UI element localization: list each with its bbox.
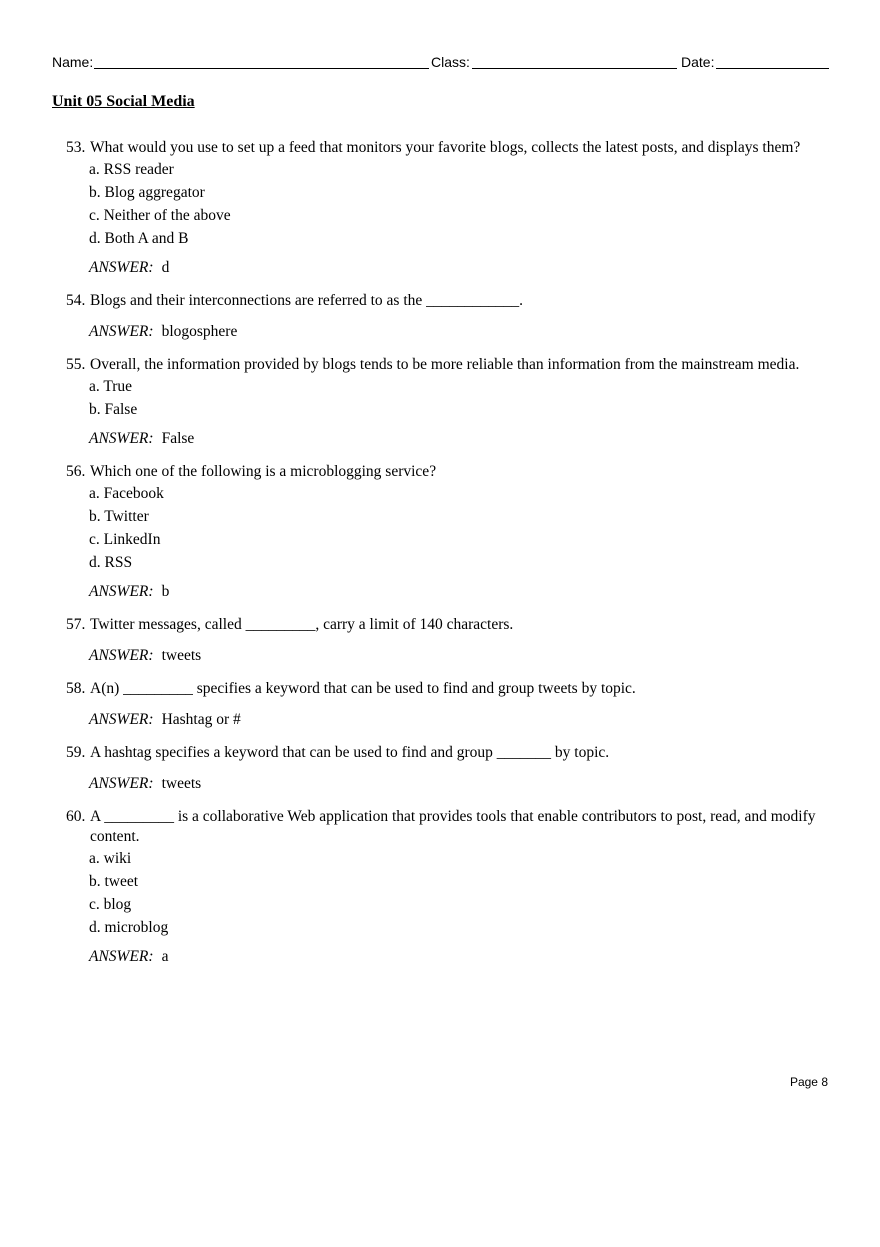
answer-option: d. RSS	[89, 554, 133, 571]
answer-option: a. wiki	[89, 850, 132, 867]
question-row	[66, 291, 826, 311]
answer-line	[66, 322, 826, 342]
answer-value: a	[161, 948, 169, 965]
question-item	[66, 138, 826, 278]
answer-line	[66, 429, 826, 449]
answer-value: tweets	[161, 775, 202, 792]
answer-label: ANSWER:	[89, 430, 154, 447]
question-item	[66, 462, 826, 602]
answer-label: ANSWER:	[89, 775, 154, 792]
answer-line	[66, 646, 826, 666]
answer-value: Hashtag or #	[161, 711, 241, 728]
answer-label: ANSWER:	[89, 259, 154, 276]
answer-option: a. RSS reader	[89, 161, 174, 178]
question-number: 59.	[66, 744, 86, 761]
name-label: Name:	[52, 54, 94, 70]
name-blank-line	[94, 68, 429, 69]
answer-option: d. Both A and B	[89, 230, 189, 247]
question-number: 54.	[66, 292, 86, 309]
answer-option: a. True	[89, 378, 133, 395]
answer-option: c. blog	[89, 896, 132, 913]
answer-line	[66, 947, 826, 967]
question-number: 57.	[66, 616, 86, 633]
answer-label: ANSWER:	[89, 323, 154, 340]
answer-value: d	[161, 259, 170, 276]
question-text: Blogs and their interconnections are referred to as the ____________.	[90, 292, 524, 309]
answer-option: c. LinkedIn	[89, 531, 161, 548]
question-number: 53.	[66, 139, 86, 156]
answer-label: ANSWER:	[89, 647, 154, 664]
question-row	[66, 615, 826, 635]
question-row	[66, 743, 826, 763]
answer-value: False	[161, 430, 195, 447]
answer-option: b. Blog aggregator	[89, 184, 205, 201]
answer-options	[66, 160, 826, 249]
answer-options	[66, 377, 826, 420]
question-item	[66, 291, 826, 342]
answer-options	[66, 849, 826, 938]
question-number: 55.	[66, 356, 86, 373]
answer-option: b. False	[89, 401, 138, 418]
date-label: Date:	[681, 54, 715, 70]
question-text: A _________ is a collaborative Web application that provides tools that enable contributors to post, read, and modify content.	[90, 808, 816, 845]
question-item	[66, 743, 826, 794]
unit-title: Unit 05 Social Media	[52, 93, 195, 110]
question-row	[66, 807, 826, 847]
question-number: 56.	[66, 463, 86, 480]
question-number: 60.	[66, 808, 86, 825]
class-label: Class:	[431, 54, 470, 70]
question-row	[66, 679, 826, 699]
question-row	[66, 462, 826, 482]
answer-option: a. Facebook	[89, 485, 164, 502]
question-number: 58.	[66, 680, 86, 697]
page-number: Page 8	[789, 1075, 828, 1089]
answer-line	[66, 582, 826, 602]
answer-line	[66, 710, 826, 730]
question-text: A hashtag specifies a keyword that can be used to find and group _______ by topic.	[90, 744, 610, 761]
question-text: Which one of the following is a microblogging service?	[90, 463, 437, 480]
answer-option: b. Twitter	[89, 508, 149, 525]
date-blank-line	[716, 68, 829, 69]
answer-option: b. tweet	[89, 873, 139, 890]
question-text: What would you use to set up a feed that monitors your favorite blogs, collects the latest posts, and displays them?	[90, 139, 801, 156]
answer-label: ANSWER:	[89, 948, 154, 965]
question-row	[66, 355, 826, 375]
worksheet-header	[52, 53, 829, 71]
question-row	[66, 138, 826, 158]
answer-label: ANSWER:	[89, 583, 154, 600]
question-text: A(n) _________ specifies a keyword that can be used to find and group tweets by topic.	[90, 680, 636, 697]
answer-option: d. microblog	[89, 919, 169, 936]
question-text: Twitter messages, called _________, carry a limit of 140 characters.	[90, 616, 514, 633]
answer-label: ANSWER:	[89, 711, 154, 728]
question-item	[66, 679, 826, 730]
question-list	[66, 138, 826, 980]
answer-line	[66, 774, 826, 794]
answer-value: blogosphere	[161, 323, 238, 340]
question-text: Overall, the information provided by blogs tends to be more reliable than information from the mainstream media.	[90, 356, 800, 373]
question-item	[66, 807, 826, 967]
class-blank-line	[472, 68, 677, 69]
answer-option: c. Neither of the above	[89, 207, 231, 224]
answer-line	[66, 258, 826, 278]
answer-value: tweets	[161, 647, 202, 664]
question-item	[66, 615, 826, 666]
answer-value: b	[161, 583, 170, 600]
question-item	[66, 355, 826, 449]
answer-options	[66, 484, 826, 573]
